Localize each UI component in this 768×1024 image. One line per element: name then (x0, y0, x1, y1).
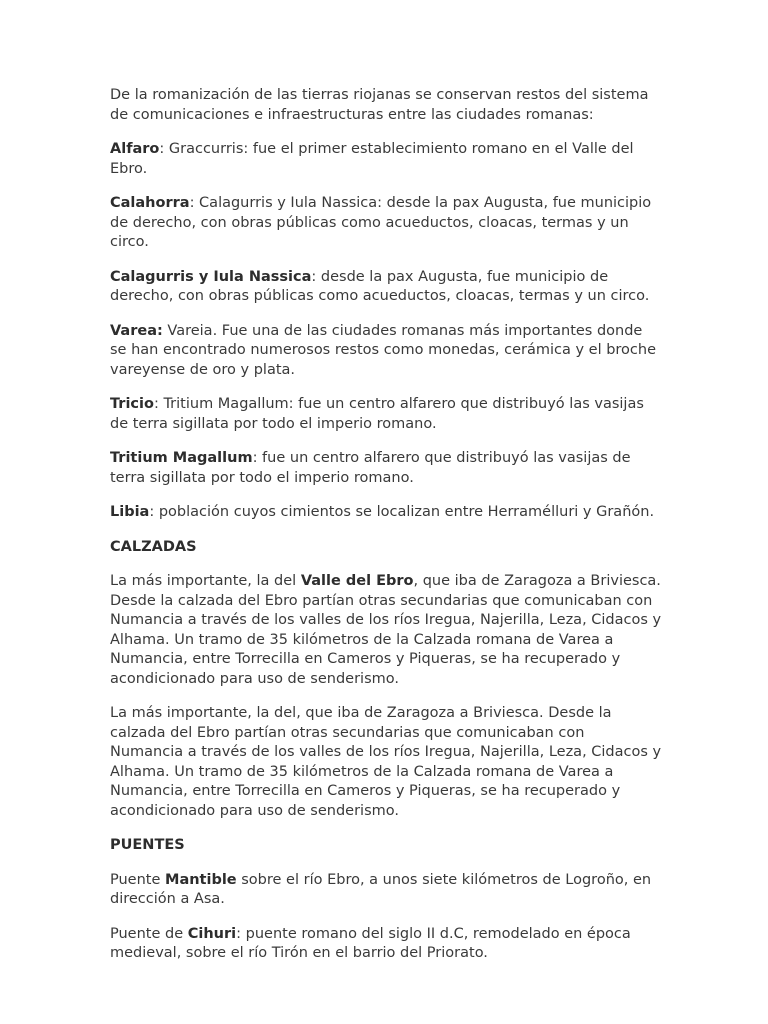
site-name: Tritium Magallum (110, 450, 253, 466)
calzadas-paragraph-1 (110, 572, 662, 689)
intro-paragraph: De la romanización de las tierras riojanas se conservan restos del sistema de comunicaciones e infraestructuras entre las ciudades romanas: (110, 87, 649, 123)
puente-text-before: Puente de (110, 925, 188, 942)
puente-paragraph-mantible (110, 871, 662, 910)
site-paragraph-varea (110, 322, 662, 381)
calzadas-text-before: La más importante, la del (110, 573, 301, 589)
calzadas-text-after: , que iba de Zaragoza a Briviesca. Desde la calzada del Ebro partían otras secundarias que comunicaban con Numancia a través de los valles de los ríos Iregua, Najerilla, Leza, Cidacos y Alhama. Un tramo de 35 kilómetros de la Calzada romana de Varea a Numancia, entre Torrecilla en Cameros y Piqueras, se ha recuperado y acondicionado para uso de senderismo. (110, 573, 662, 687)
site-text: : desde la pax Augusta, fue municipio de derecho, con obras públicas como acueductos, cloacas, termas y un circo. (110, 268, 650, 304)
site-text: Vareia. Fue una de las ciudades romanas más importantes donde se han encontrado numerosos restos como monedas, cerámica y el broche vareyense de oro y plata. (110, 322, 657, 378)
site-paragraph-alfaro (110, 140, 662, 179)
puente-name: Cihuri (187, 925, 237, 942)
puente-text-after: : puente romano del siglo II d.C, remodelado en época medieval, sobre el río Tirón en el barrio del Priorato. (110, 925, 631, 961)
calzadas-paragraph-2: La más importante, la del, que iba de Zaragoza a Briviesca. Desde la calzada del Ebro partían otras secundarias que comunicaban con Numancia a través de los valles de los ríos Iregua, Najerilla, Leza, Cidacos y Alhama. Un tramo de 35 kilómetros de la Calzada romana de Varea a Numancia, entre Torrecilla en Cameros y Piqueras, se ha recuperado y acondicionado para uso de senderismo. (110, 705, 662, 819)
section-heading-calzadas: CALZADAS (110, 538, 197, 555)
site-paragraph-tritium (110, 449, 662, 488)
site-text: : Calagurris y Iula Nassica: desde la pax Augusta, fue municipio de derecho, con obras públicas como acueductos, cloacas, termas y un circo. (110, 195, 652, 250)
site-paragraph-tricio (110, 395, 662, 434)
site-text: : Tritium Magallum: fue un centro alfarero que distribuyó las vasijas de terra sigillata por todo el imperio romano. (110, 396, 644, 432)
site-name: Libia (110, 504, 150, 520)
section-heading-puentes: PUENTES (110, 837, 185, 853)
site-text: : fue un centro alfarero que distribuyó las vasijas de terra sigillata por todo el imperio romano. (110, 450, 631, 486)
site-name: Calahorra (110, 195, 190, 211)
puente-name: Mantible (165, 871, 237, 888)
site-paragraph-calagurris (110, 268, 662, 307)
puente-paragraph-cihuri (110, 925, 662, 964)
site-name: Tricio (110, 396, 154, 412)
calzadas-bold: Valle del Ebro (300, 573, 414, 589)
document-page (110, 86, 662, 979)
puente-text-before: Puente (110, 871, 166, 888)
site-name: Alfaro (110, 141, 160, 157)
site-name: Calagurris y Iula Nassica (110, 268, 312, 285)
site-text: : población cuyos cimientos se localizan entre Herramélluri y Grañón. (149, 504, 655, 520)
site-paragraph-libia (110, 503, 662, 523)
site-paragraph-calahorra (110, 194, 662, 253)
puente-text-after: sobre el río Ebro, a unos siete kilómetros de Logroño, en dirección a Asa. (110, 871, 652, 907)
site-text: : Graccurris: fue el primer establecimiento romano en el Valle del Ebro. (110, 141, 634, 177)
site-name: Varea: (110, 322, 163, 339)
